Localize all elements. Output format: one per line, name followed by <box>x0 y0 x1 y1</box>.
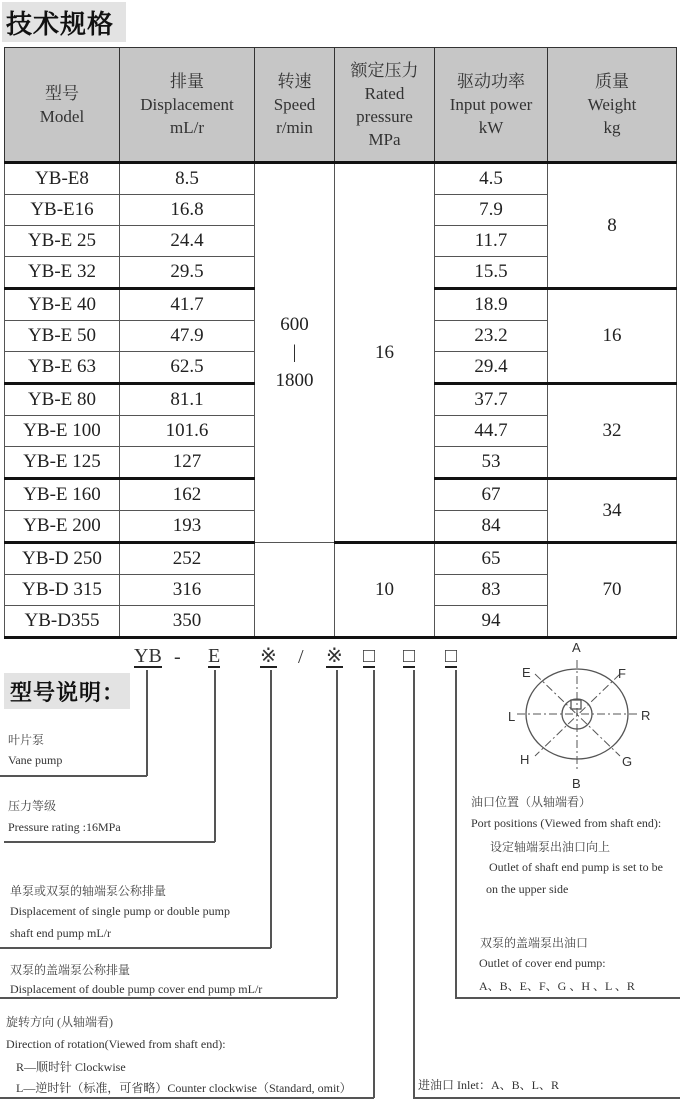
cell-power: 83 <box>435 575 548 606</box>
port-label-b: B <box>572 776 581 788</box>
cell-displacement: 8.5 <box>120 163 255 195</box>
port-position-diagram <box>505 638 675 788</box>
col-model: 型号 Model <box>5 48 120 163</box>
cell-model: YB-E 80 <box>5 384 120 416</box>
leader-line <box>413 1097 680 1099</box>
cell-model: YB-E 125 <box>5 447 120 479</box>
cell-model: YB-D 315 <box>5 575 120 606</box>
col-weight: 质量 Weight kg <box>548 48 677 163</box>
cell-displacement: 350 <box>120 606 255 638</box>
cell-speed-empty <box>255 543 335 638</box>
cell-power: 18.9 <box>435 289 548 321</box>
port-label-a: A <box>572 640 581 655</box>
note-rotation-r: R—顺时针 Clockwise <box>16 1060 126 1074</box>
note-disp1-en1: Displacement of single pump or double pump <box>10 904 230 918</box>
cell-model: YB-E 40 <box>5 289 120 321</box>
port-label-e: E <box>522 665 531 680</box>
cell-power: 67 <box>435 479 548 511</box>
code-disp1: ※ <box>260 645 277 667</box>
port-label-h: H <box>520 752 530 767</box>
cell-model: YB-E 25 <box>5 226 120 257</box>
note-port-en: Port positions (Viewed from shaft end): <box>471 816 662 830</box>
cell-weight: 32 <box>548 384 677 479</box>
cell-displacement: 41.7 <box>120 289 255 321</box>
table-header-row <box>5 48 677 163</box>
cell-model: YB-E8 <box>5 163 120 195</box>
cell-pressure: 16 <box>335 163 435 543</box>
leader-line <box>4 841 215 843</box>
leader-line <box>0 775 147 777</box>
leader-line <box>214 670 216 842</box>
cell-model: YB-E 50 <box>5 321 120 352</box>
cell-model: YB-E 100 <box>5 416 120 447</box>
note-disp2-en: Displacement of double pump cover end pump mL/r <box>10 982 263 996</box>
cell-weight: 70 <box>548 543 677 638</box>
col-pressure: 额定压力 Rated pressure MPa <box>335 48 435 163</box>
model-code-title: 型号说明： <box>10 681 126 706</box>
note-port-set-en1: Outlet of shaft end pump is set to be <box>489 860 663 874</box>
note-disp2-zh: 双泵的盖端泵公称排量 <box>10 963 131 977</box>
cell-power: 84 <box>435 511 548 543</box>
note-port-set-zh: 设定轴端泵出油口向上 <box>490 840 611 854</box>
leader-line <box>146 670 148 776</box>
cell-weight: 16 <box>548 289 677 384</box>
leader-line <box>0 997 337 999</box>
cell-power: 15.5 <box>435 257 548 289</box>
cell-model: YB-D355 <box>5 606 120 638</box>
cell-displacement: 81.1 <box>120 384 255 416</box>
cell-power: 53 <box>435 447 548 479</box>
cell-displacement: 252 <box>120 543 255 575</box>
note-inlet: 进油口 Inlet：A、B、L、R <box>418 1078 559 1092</box>
leader-line <box>270 670 272 948</box>
code-slash: / <box>298 646 304 668</box>
note-pressure-zh: 压力等级 <box>8 799 57 813</box>
leader-line <box>0 1097 374 1099</box>
cell-displacement: 101.6 <box>120 416 255 447</box>
cell-power: 94 <box>435 606 548 638</box>
cell-model: YB-E 200 <box>5 511 120 543</box>
col-speed: 转速 Speed r/min <box>255 48 335 163</box>
code-disp2: ※ <box>326 645 343 667</box>
section-title: 技术规格 <box>6 10 115 40</box>
code-e: E <box>208 645 221 667</box>
cell-power: 7.9 <box>435 195 548 226</box>
cell-displacement: 316 <box>120 575 255 606</box>
key-icon <box>571 700 581 709</box>
cell-power: 29.4 <box>435 352 548 384</box>
note-pressure-en: Pressure rating :16MPa <box>8 820 121 834</box>
leader-line <box>455 997 680 999</box>
note-rotation-l: L—逆时针（标准，可省略）Counter clockwise（Standard, omit） <box>16 1081 352 1095</box>
cell-weight: 34 <box>548 479 677 543</box>
col-power: 驱动功率 Input power kW <box>435 48 548 163</box>
cell-model: YB-E 63 <box>5 352 120 384</box>
code-port: □ <box>403 645 416 667</box>
cell-displacement: 127 <box>120 447 255 479</box>
cell-pressure: 10 <box>335 543 435 638</box>
table-row <box>5 163 677 195</box>
cell-model: YB-D 250 <box>5 543 120 575</box>
cell-model: YB-E 160 <box>5 479 120 511</box>
note-vane-en: Vane pump <box>8 753 63 767</box>
table-row <box>5 543 677 575</box>
cell-power: 23.2 <box>435 321 548 352</box>
cell-displacement: 162 <box>120 479 255 511</box>
note-port-zh: 油口位置（从轴端看） <box>471 795 592 809</box>
cell-power: 11.7 <box>435 226 548 257</box>
cell-power: 37.7 <box>435 384 548 416</box>
port-label-l: L <box>508 709 516 724</box>
note-disp1-zh: 单泵或双泵的轴端泵公称排量 <box>10 884 167 898</box>
leader-line <box>373 670 375 1098</box>
note-disp1-en2: shaft end pump mL/r <box>10 926 111 940</box>
cell-speed: 600 | 1800 <box>255 163 335 543</box>
spec-table <box>4 47 677 639</box>
cell-power: 44.7 <box>435 416 548 447</box>
port-label-g: G <box>622 754 633 769</box>
cell-displacement: 193 <box>120 511 255 543</box>
note-cover-en: Outlet of cover end pump: <box>479 956 606 970</box>
cell-displacement: 47.9 <box>120 321 255 352</box>
leader-line <box>336 670 338 998</box>
code-rotation: □ <box>363 645 376 667</box>
port-label-r: R <box>641 708 651 723</box>
leader-line <box>455 670 457 998</box>
col-displacement: 排量 Displacement mL/r <box>120 48 255 163</box>
note-vane-zh: 叶片泵 <box>8 733 45 747</box>
code-dash: - <box>174 646 181 668</box>
cell-model: YB-E16 <box>5 195 120 226</box>
code-yb: YB <box>134 645 162 667</box>
note-cover-zh: 双泵的盖端泵出油口 <box>480 936 589 950</box>
cell-power: 65 <box>435 543 548 575</box>
cell-displacement: 24.4 <box>120 226 255 257</box>
leader-line <box>413 670 415 1098</box>
leader-line <box>0 947 271 949</box>
cell-displacement: 62.5 <box>120 352 255 384</box>
code-inlet: □ <box>445 645 458 667</box>
cell-power: 4.5 <box>435 163 548 195</box>
note-port-set-en2: on the upper side <box>486 882 569 896</box>
port-label-f: F <box>618 666 626 681</box>
note-cover-list: A、B、E、F、G 、H 、L 、R <box>479 979 635 993</box>
cell-displacement: 16.8 <box>120 195 255 226</box>
note-rotation-en: Direction of rotation(Viewed from shaft end): <box>6 1037 226 1051</box>
cell-displacement: 29.5 <box>120 257 255 289</box>
cell-weight: 8 <box>548 163 677 289</box>
note-rotation-zh: 旋转方向 (从轴端看) <box>6 1015 113 1029</box>
cell-model: YB-E 32 <box>5 257 120 289</box>
